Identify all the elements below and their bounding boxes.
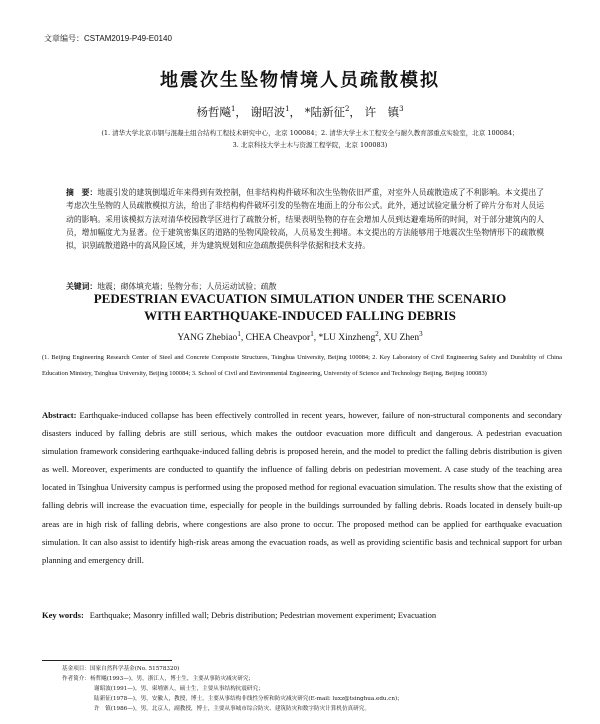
author-name: 许 镇 — [364, 105, 400, 119]
chinese-keywords-label: 关键词： — [66, 282, 98, 291]
english-abstract-text: Earthquake-induced collapse has been effectively controlled in recent years, however, failure of non-structural components and secondary disasters induced by falling debris are still serious, which makes the outdoor evacuation more difficult and dangerous. A pedestrian evacuation simulation framework considering earthquake-induced falling debris is proposed herein, and the model to predict the falling debris distribution is given as well. Moreover, experiments are conducted to quantify the influence of falling debris on pedestrian movement. A case study of the teaching area located in Tsinghua University campus is performed using the proposed method for regional evacuation simulation. The results show that the existing of falling debris will increase the evacuation time, especially for people in the buildings surrounded by falling debris. Roads located in densely built-up areas are in high risk of falling debris, where congestions are also prone to occur. The proposed method can be applied for earthquake evacuation simulation. It can also assist to identify high-risk areas among the evacuation roads, as well as providing scientific basis and technical support for urban planning and emergency drill. — [42, 410, 562, 565]
english-abstract — [42, 406, 562, 569]
english-title-line: PEDESTRIAN EVACUATION SIMULATION UNDER THE SCENARIO — [93, 291, 507, 306]
author-name: *LU Xinzheng — [318, 333, 376, 344]
author-name: XU Zhen — [383, 333, 420, 344]
english-abstract-label: Abstract: — [42, 410, 77, 420]
chinese-keywords-text: 地震；砌体填充墙；坠物分布；人员运动试验；疏散 — [97, 282, 277, 291]
author-sup: 3 — [399, 105, 404, 114]
footnote-line: 基金项目：国家自然科学基金(No. 51578320) — [62, 666, 180, 672]
chinese-authors: 杨哲飚$^1$， 谢昭波$^1$， *陆新征$^2$， 许 镇$^3$ — [196, 105, 404, 119]
article-number: 文章编号：CSTAM2019-P49-E0140 — [44, 34, 172, 43]
author-name: 谢昭波 — [250, 105, 286, 119]
author-sup: 2 — [344, 105, 350, 114]
author-sup: 1 — [310, 330, 314, 338]
author-sup: 1 — [237, 330, 241, 338]
english-authors: YANG Zhebiao$^1$, CHEA Cheavpor$^1$, *LU Xinzheng$^2$, XU Zhen$^3$ — [177, 330, 423, 344]
chinese-abstract — [66, 186, 544, 252]
author-sup: 1 — [230, 105, 236, 114]
chinese-affiliation-line: 3. 北京科技大学土木与资源工程学院，北京 100083) — [232, 141, 388, 149]
english-title-line: WITH EARTHQUAKE-INDUCED FALLING DEBRIS — [144, 308, 456, 323]
chinese-affiliations — [60, 127, 560, 151]
english-title — [30, 290, 570, 324]
chinese-abstract-label: 摘 要： — [66, 188, 98, 197]
chinese-title: 地震次生坠物情境人员疏散模拟 — [160, 70, 440, 91]
author-name: *陆新征 — [304, 105, 345, 119]
english-keywords — [42, 606, 562, 624]
author-name: CHEA Cheavpor — [245, 333, 311, 344]
author-sup: 1 — [285, 105, 290, 114]
chinese-abstract-text: 地震引发的建筑倒塌近年来得到有效控制，但非结构构件破坏和次生坠物依旧严重，对室外人员疏散造成了不利影响。本文提出了考虑次生坠物的人员疏散模拟方法，给出了非结构构件破坏引发的坠物在地面上的分布公式。此外，通过试验定量分析了碎片分布对人员运动的影响。采用该模拟方法对清华校园教学区进行了疏散分析，结果表明坠物的存在会增加人员到达避难场所的时间，对于部分建筑内的人员，增加幅度尤为显著。位于建筑密集区的道路的坠物风险较高，人员易发生拥堵。本文提出的方法能够用于地震次生坠物情形下的疏散模拟，识别疏散道路中的高风险区域，并为建筑规划和应急疏散提供科学依据和技术支持。 — [66, 188, 545, 251]
footnote-line: 陆新征(1978—)，男，安徽人，教授，博士，主要从事结构非线性分析和防灾减灾研究(E-mail: luxz@tsinghua.edu.cn)； — [94, 696, 403, 702]
chinese-affiliation-line: (1. 清华大学北京市钢与混凝土组合结构工程技术研究中心，北京 100084；2. 清华大学土木工程安全与耐久教育部重点实验室，北京 100084； — [101, 129, 519, 137]
footnote-divider — [42, 660, 172, 661]
footnote-line: 谢昭波(1991—)，男，柬埔寨人，硕士生，主要从事结构抗震研究； — [94, 686, 264, 692]
author-sup: 2 — [375, 330, 379, 338]
author-name: 杨哲飚 — [196, 105, 231, 119]
author-name: YANG Zhebiao — [177, 333, 238, 344]
english-keywords-label: Key words: — [42, 610, 84, 620]
english-affiliations: (1. Beijing Engineering Research Center of Steel and Concrete Composite Structures, Tsinghua University, Beijing 100084; 2. Key Laboratory of Civil Engineering Safety and Durability of China Education Ministry, Tsinghua University, Beijing 100084; 3. School of Civil and Environmental Engineering, University of Science and Technology Beijing, Beijing 100083) — [42, 354, 562, 377]
footnote-line: 作者简介：杨哲飚(1993—)，男，浙江人，博士生，主要从事防灾减灾研究； — [62, 676, 255, 682]
footnotes — [62, 664, 562, 714]
english-keywords-text: Earthquake; Masonry infilled wall; Debris distribution; Pedestrian movement experiment; Evacuation — [89, 610, 437, 620]
author-sup: 3 — [419, 330, 423, 338]
footnote-line: 许 镇(1986—)，男，北京人，副教授，博士，主要从事城市综合防灾、建筑防灾和数字防灾计算机仿真研究。 — [94, 706, 370, 712]
